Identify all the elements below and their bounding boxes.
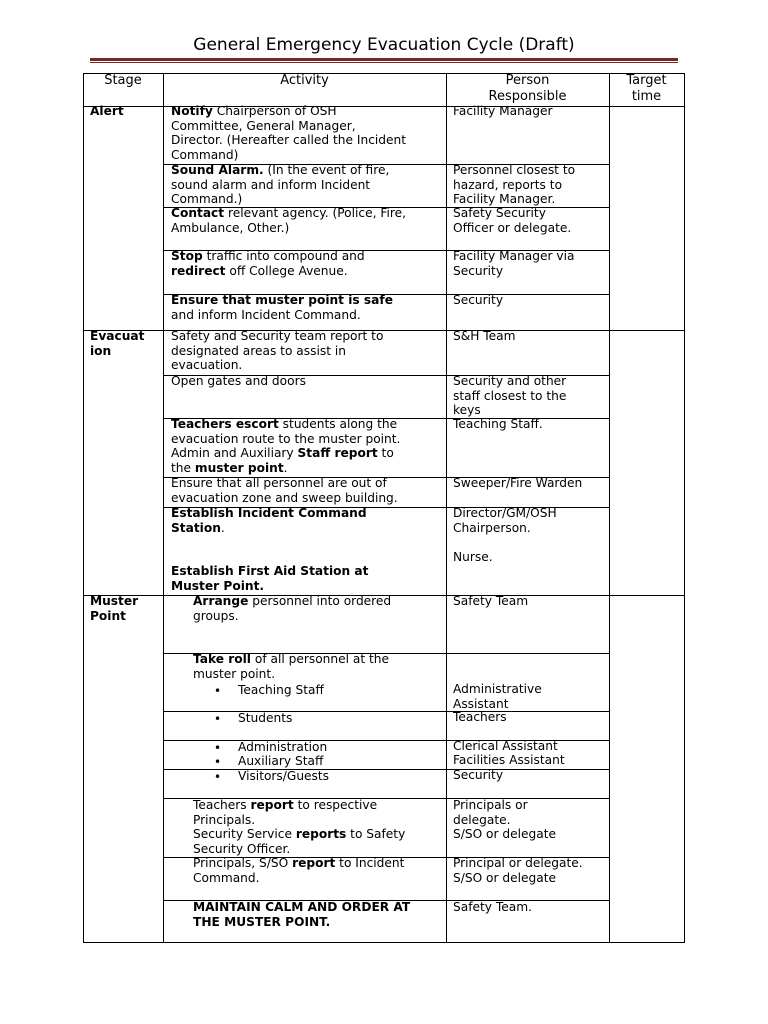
row-divider [163,769,610,770]
person-open-gates: Security and other staff closest to the keys [453,374,567,418]
activity-arrange-personnel: Arrange personnel into ordered groups. [193,594,392,623]
person-visitors-guests: Security [453,768,504,782]
person-auxiliary-staff: Facilities Assistant [453,753,565,767]
person-teachers-escort: Teaching Staff. [453,417,543,431]
col-divider-1 [163,73,164,943]
col-divider-2 [446,73,447,943]
table-border-left [83,73,84,943]
activity-maintain-calm: MAINTAIN CALM AND ORDER AT THE MUSTER POINT. [193,900,411,929]
person-contact: Safety Security Officer or delegate. [453,206,572,235]
list-item-administration: Administration [238,740,328,754]
table-border-right [684,73,685,943]
title-rule-thin [90,62,678,63]
activity-safety-team-report: Safety and Security team report to designated areas to assist in evacuation. [171,329,384,373]
col-divider-3 [609,73,610,943]
person-students: Teachers [453,710,507,724]
list-item-visitors-guests: Visitors/Guests [238,769,330,783]
activity-take-roll: Take roll of all personnel at the muster point. [193,652,389,681]
stage-muster-point: Muster Point [90,594,139,623]
activity-contact: Contact relevant agency. (Police, Fire, Ambulance, Other.) [171,206,406,235]
list-item-auxiliary-staff: Auxiliary Staff [238,754,324,768]
person-principals-report: Principal or delegate. S/SO or delegate [453,856,583,885]
bullet-icon: • [214,741,222,755]
activity-sound-alarm: Sound Alarm. (In the event of fire, sound alarm and inform Incident Command.) [171,163,390,207]
bullet-icon: • [214,712,222,726]
activity-stop-traffic: Stop traffic into compound and redirect off College Avenue. [171,249,365,278]
stage-evacuation: Evacuat ion [90,329,145,358]
table-border-bottom [83,942,685,943]
person-ensure-muster-safe: Security [453,293,504,307]
person-teaching-staff: Administrative Assistant [453,682,542,711]
person-stop-traffic: Facility Manager via Security [453,249,575,278]
bullet-icon: • [214,755,222,769]
header-person-responsible: Person Responsible [488,73,567,104]
person-establish-stations: Director/GM/OSH Chairperson. Nurse. [453,506,557,564]
header-target-time: Target time [626,73,667,104]
activity-notify: Notify Chairperson of OSH Committee, General Manager, Director. (Hereafter called the Incident Command) [171,104,407,162]
list-item-students: Students [238,711,293,725]
person-teachers-report: Principals or delegate. S/SO or delegate [453,798,556,842]
activity-teachers-report: Teachers report to respective Principals. Security Service reports to Safety Security Officer. [193,798,406,856]
list-item-teaching-staff: Teaching Staff [238,683,324,697]
bullet-icon: • [214,770,222,784]
activity-open-gates: Open gates and doors [171,374,306,388]
person-administration: Clerical Assistant [453,739,558,753]
activity-teachers-escort: Teachers escort students along the evacuation route to the muster point. Admin and Auxiliary Staff report to the muster point. [171,417,401,475]
person-maintain-calm: Safety Team. [453,900,532,914]
activity-principals-report: Principals, S/SO report to Incident Command. [193,856,405,885]
person-notify: Facility Manager [453,104,553,118]
person-sweep-building: Sweeper/Fire Warden [453,476,583,490]
document-title: General Emergency Evacuation Cycle (Draft) [193,35,575,55]
person-safety-team-report: S&H Team [453,329,516,343]
activity-sweep-building: Ensure that all personnel are out of evacuation zone and sweep building. [171,476,398,505]
person-sound-alarm: Personnel closest to hazard, reports to Facility Manager. [453,163,576,207]
header-stage: Stage [104,73,142,88]
activity-ensure-muster-safe: Ensure that muster point is safe and inform Incident Command. [171,293,393,322]
row-divider [163,711,610,712]
evacuation-table [83,73,685,943]
header-activity: Activity [280,73,329,88]
activity-establish-stations: Establish Incident Command Station. Establish First Aid Station at Muster Point. [171,506,369,593]
person-arrange-personnel: Safety Team [453,594,529,608]
title-rule [90,58,678,61]
stage-alert: Alert [90,104,124,118]
bullet-icon: • [214,684,222,698]
